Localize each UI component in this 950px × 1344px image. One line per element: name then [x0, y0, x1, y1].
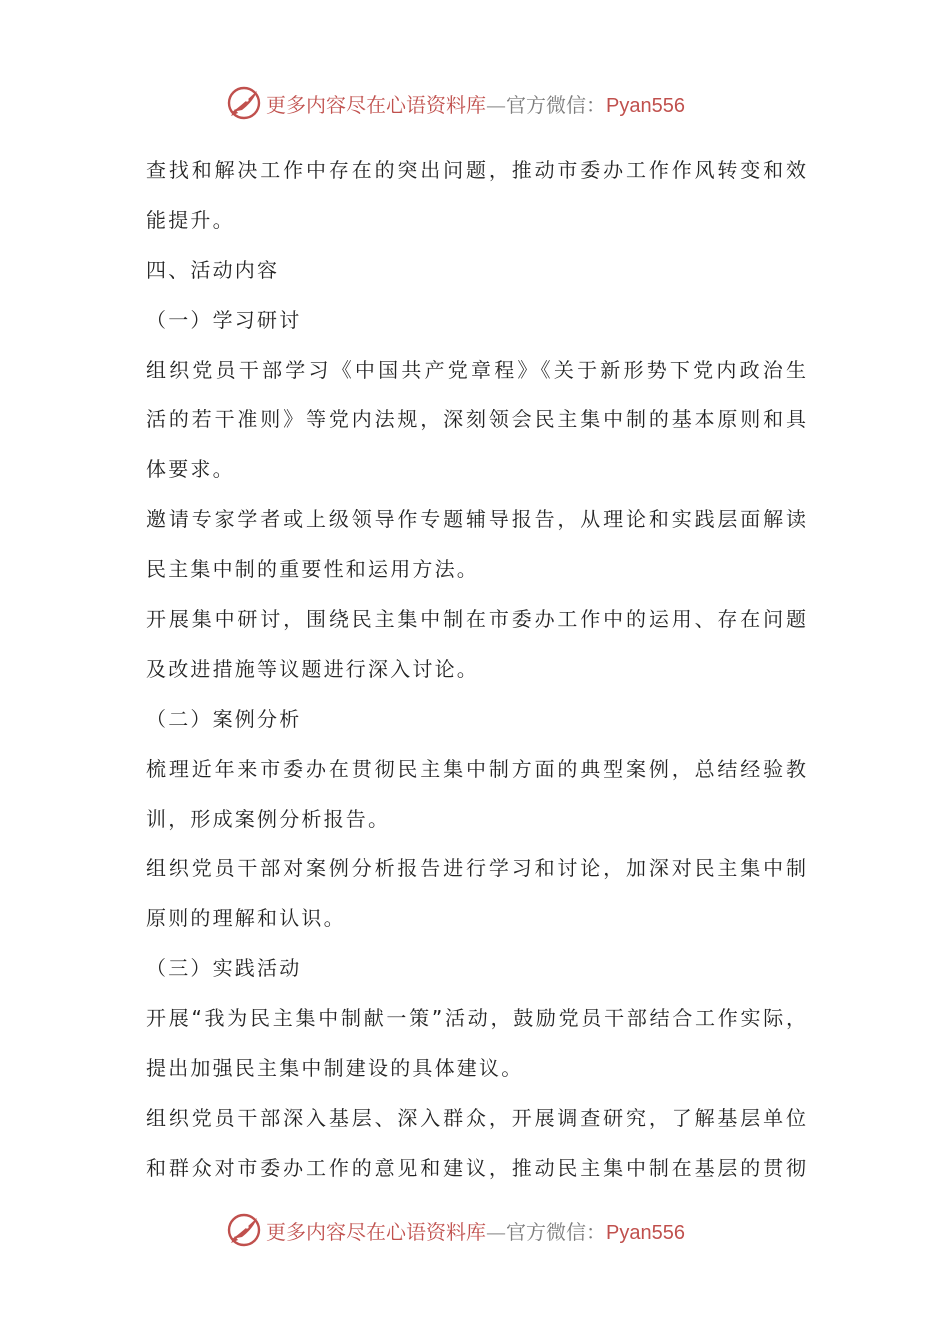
banner-main-text: 更多内容尽在心语资料库 — [266, 1219, 486, 1244]
subsection-heading: （一）学习研讨 — [146, 307, 302, 332]
subsection-heading: （三）实践活动 — [146, 956, 302, 981]
banner-text — [266, 1216, 685, 1245]
body-line: 和群众对市委办工作的意见和建议，推动民主集中制在基层的贯彻 — [146, 1155, 806, 1180]
body-line: 体要求。 — [146, 457, 235, 482]
pen-nib-logo-icon — [226, 1212, 262, 1248]
body-line: 能提升。 — [146, 207, 235, 232]
body-line: 及改进措施等议题进行深入讨论。 — [146, 656, 479, 681]
body-line: 原则的理解和认识。 — [146, 906, 346, 931]
banner-official-label: 官方微信： — [506, 92, 606, 117]
banner-wechat-id: Pyan556 — [606, 1221, 685, 1244]
body-line: 组织党员干部深入基层、深入群众，开展调查研究，了解基层单位 — [146, 1105, 806, 1130]
body-line: 组织党员干部学习《中国共产党章程》《关于新形势下党内政治生 — [146, 357, 806, 382]
body-line: 组织党员干部对案例分析报告进行学习和讨论，加深对民主集中制 — [146, 856, 806, 881]
body-line: 活的若干准则》等党内法规，深刻领会民主集中制的基本原则和具 — [146, 407, 806, 432]
body-line: 民主集中制的重要性和运用方法。 — [146, 557, 479, 582]
body-line: 邀请专家学者或上级领导作专题辅导报告，从理论和实践层面解读 — [146, 507, 806, 532]
header-banner — [226, 83, 685, 123]
body-line: 梳理近年来市委办在贯彻民主集中制方面的典型案例，总结经验教 — [146, 756, 806, 781]
banner-separator: — — [486, 1219, 506, 1244]
banner-text — [266, 89, 685, 118]
document-body — [146, 146, 806, 1194]
body-line: 提出加强民主集中制建设的具体建议。 — [146, 1056, 524, 1081]
body-line: 训，形成案例分析报告。 — [146, 806, 391, 831]
banner-separator: — — [486, 92, 506, 117]
body-line: 开展“我为民主集中制献一策”活动，鼓励党员干部结合工作实际， — [146, 1006, 806, 1031]
section-heading: 四、活动内容 — [146, 257, 280, 282]
banner-official-label: 官方微信： — [506, 1219, 606, 1244]
body-line: 查找和解决工作中存在的突出问题，推动市委办工作作风转变和效 — [146, 158, 806, 182]
body-line: 开展集中研讨，围绕民主集中制在市委办工作中的运用、存在问题 — [146, 607, 806, 632]
banner-wechat-id: Pyan556 — [606, 94, 685, 117]
pen-nib-logo-icon — [226, 85, 262, 121]
subsection-heading: （二）案例分析 — [146, 706, 302, 731]
footer-banner — [226, 1210, 685, 1250]
banner-main-text: 更多内容尽在心语资料库 — [266, 92, 486, 117]
